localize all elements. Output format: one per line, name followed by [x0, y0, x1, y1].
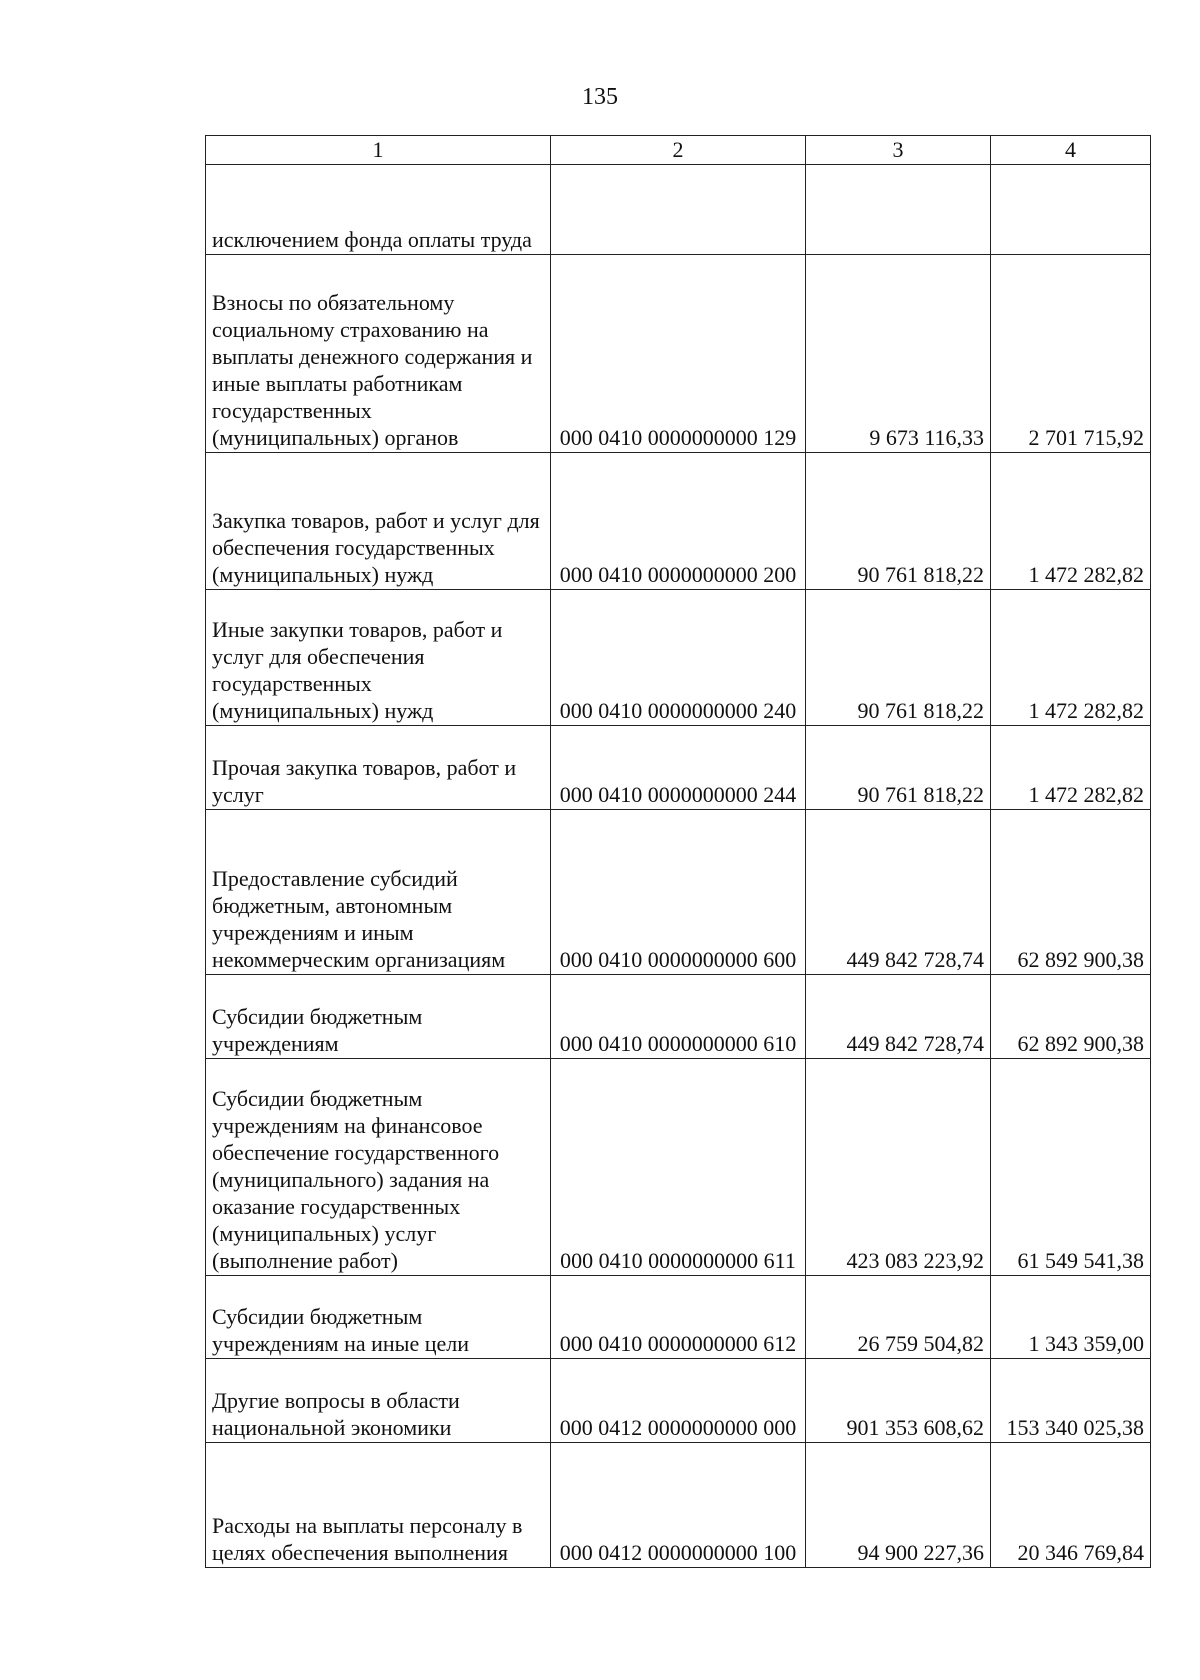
table-header-row	[206, 136, 1151, 165]
table-row	[206, 165, 1151, 255]
row-name: Субсидии бюджетным учреждениям	[206, 975, 551, 1059]
row-col3: 901 353 608,62	[806, 1359, 991, 1443]
row-col3	[806, 165, 991, 255]
row-col3: 90 761 818,22	[806, 726, 991, 810]
row-col4: 20 346 769,84	[991, 1443, 1151, 1568]
column-header-1: 1	[206, 136, 551, 165]
table-row	[206, 810, 1151, 975]
row-name: Взносы по обязательному социальному страхованию на выплаты денежного содержания и иные выплаты работникам государственных (муниципальных) органов	[206, 255, 551, 453]
row-name: Расходы на выплаты персоналу в целях обеспечения выполнения	[206, 1443, 551, 1568]
row-code: 000 0410 0000000000 610	[551, 975, 806, 1059]
table-row	[206, 726, 1151, 810]
row-code	[551, 165, 806, 255]
row-code: 000 0410 0000000000 612	[551, 1276, 806, 1359]
table-row	[206, 453, 1151, 590]
column-header-4: 4	[991, 136, 1151, 165]
row-col3: 449 842 728,74	[806, 975, 991, 1059]
row-col3: 9 673 116,33	[806, 255, 991, 453]
row-col4: 62 892 900,38	[991, 975, 1151, 1059]
row-name: исключением фонда оплаты труда	[206, 165, 551, 255]
row-code: 000 0410 0000000000 200	[551, 453, 806, 590]
row-col4: 1 343 359,00	[991, 1276, 1151, 1359]
column-header-3: 3	[806, 136, 991, 165]
budget-table	[205, 135, 1151, 1568]
row-name: Субсидии бюджетным учреждениям на иные цели	[206, 1276, 551, 1359]
row-col4: 1 472 282,82	[991, 453, 1151, 590]
row-name: Закупка товаров, работ и услуг для обеспечения государственных (муниципальных) нужд	[206, 453, 551, 590]
row-code: 000 0410 0000000000 611	[551, 1059, 806, 1276]
row-col3: 423 083 223,92	[806, 1059, 991, 1276]
table-row	[206, 590, 1151, 726]
row-col4: 2 701 715,92	[991, 255, 1151, 453]
row-code: 000 0410 0000000000 244	[551, 726, 806, 810]
table-row	[206, 255, 1151, 453]
row-col4: 153 340 025,38	[991, 1359, 1151, 1443]
row-name: Предоставление субсидий бюджетным, автономным учреждениям и иным некоммерческим организациям	[206, 810, 551, 975]
row-col4: 61 549 541,38	[991, 1059, 1151, 1276]
row-name: Другие вопросы в области национальной экономики	[206, 1359, 551, 1443]
row-col3: 90 761 818,22	[806, 453, 991, 590]
row-col3: 26 759 504,82	[806, 1276, 991, 1359]
page-number: 135	[582, 84, 618, 110]
row-code: 000 0410 0000000000 129	[551, 255, 806, 453]
column-header-2: 2	[551, 136, 806, 165]
row-code: 000 0410 0000000000 240	[551, 590, 806, 726]
row-col4: 62 892 900,38	[991, 810, 1151, 975]
row-name: Иные закупки товаров, работ и услуг для обеспечения государственных (муниципальных) нужд	[206, 590, 551, 726]
row-code: 000 0412 0000000000 000	[551, 1359, 806, 1443]
row-col3: 94 900 227,36	[806, 1443, 991, 1568]
table-row	[206, 1443, 1151, 1568]
table-row	[206, 975, 1151, 1059]
row-col4	[991, 165, 1151, 255]
row-col3: 90 761 818,22	[806, 590, 991, 726]
row-col3: 449 842 728,74	[806, 810, 991, 975]
table-row	[206, 1059, 1151, 1276]
row-col4: 1 472 282,82	[991, 590, 1151, 726]
row-col4: 1 472 282,82	[991, 726, 1151, 810]
row-code: 000 0410 0000000000 600	[551, 810, 806, 975]
row-name: Субсидии бюджетным учреждениям на финансовое обеспечение государственного (муниципального) задания на оказание государственных (муниципальных) услуг (выполнение работ)	[206, 1059, 551, 1276]
row-code: 000 0412 0000000000 100	[551, 1443, 806, 1568]
table-row	[206, 1276, 1151, 1359]
table-row	[206, 1359, 1151, 1443]
row-name: Прочая закупка товаров, работ и услуг	[206, 726, 551, 810]
